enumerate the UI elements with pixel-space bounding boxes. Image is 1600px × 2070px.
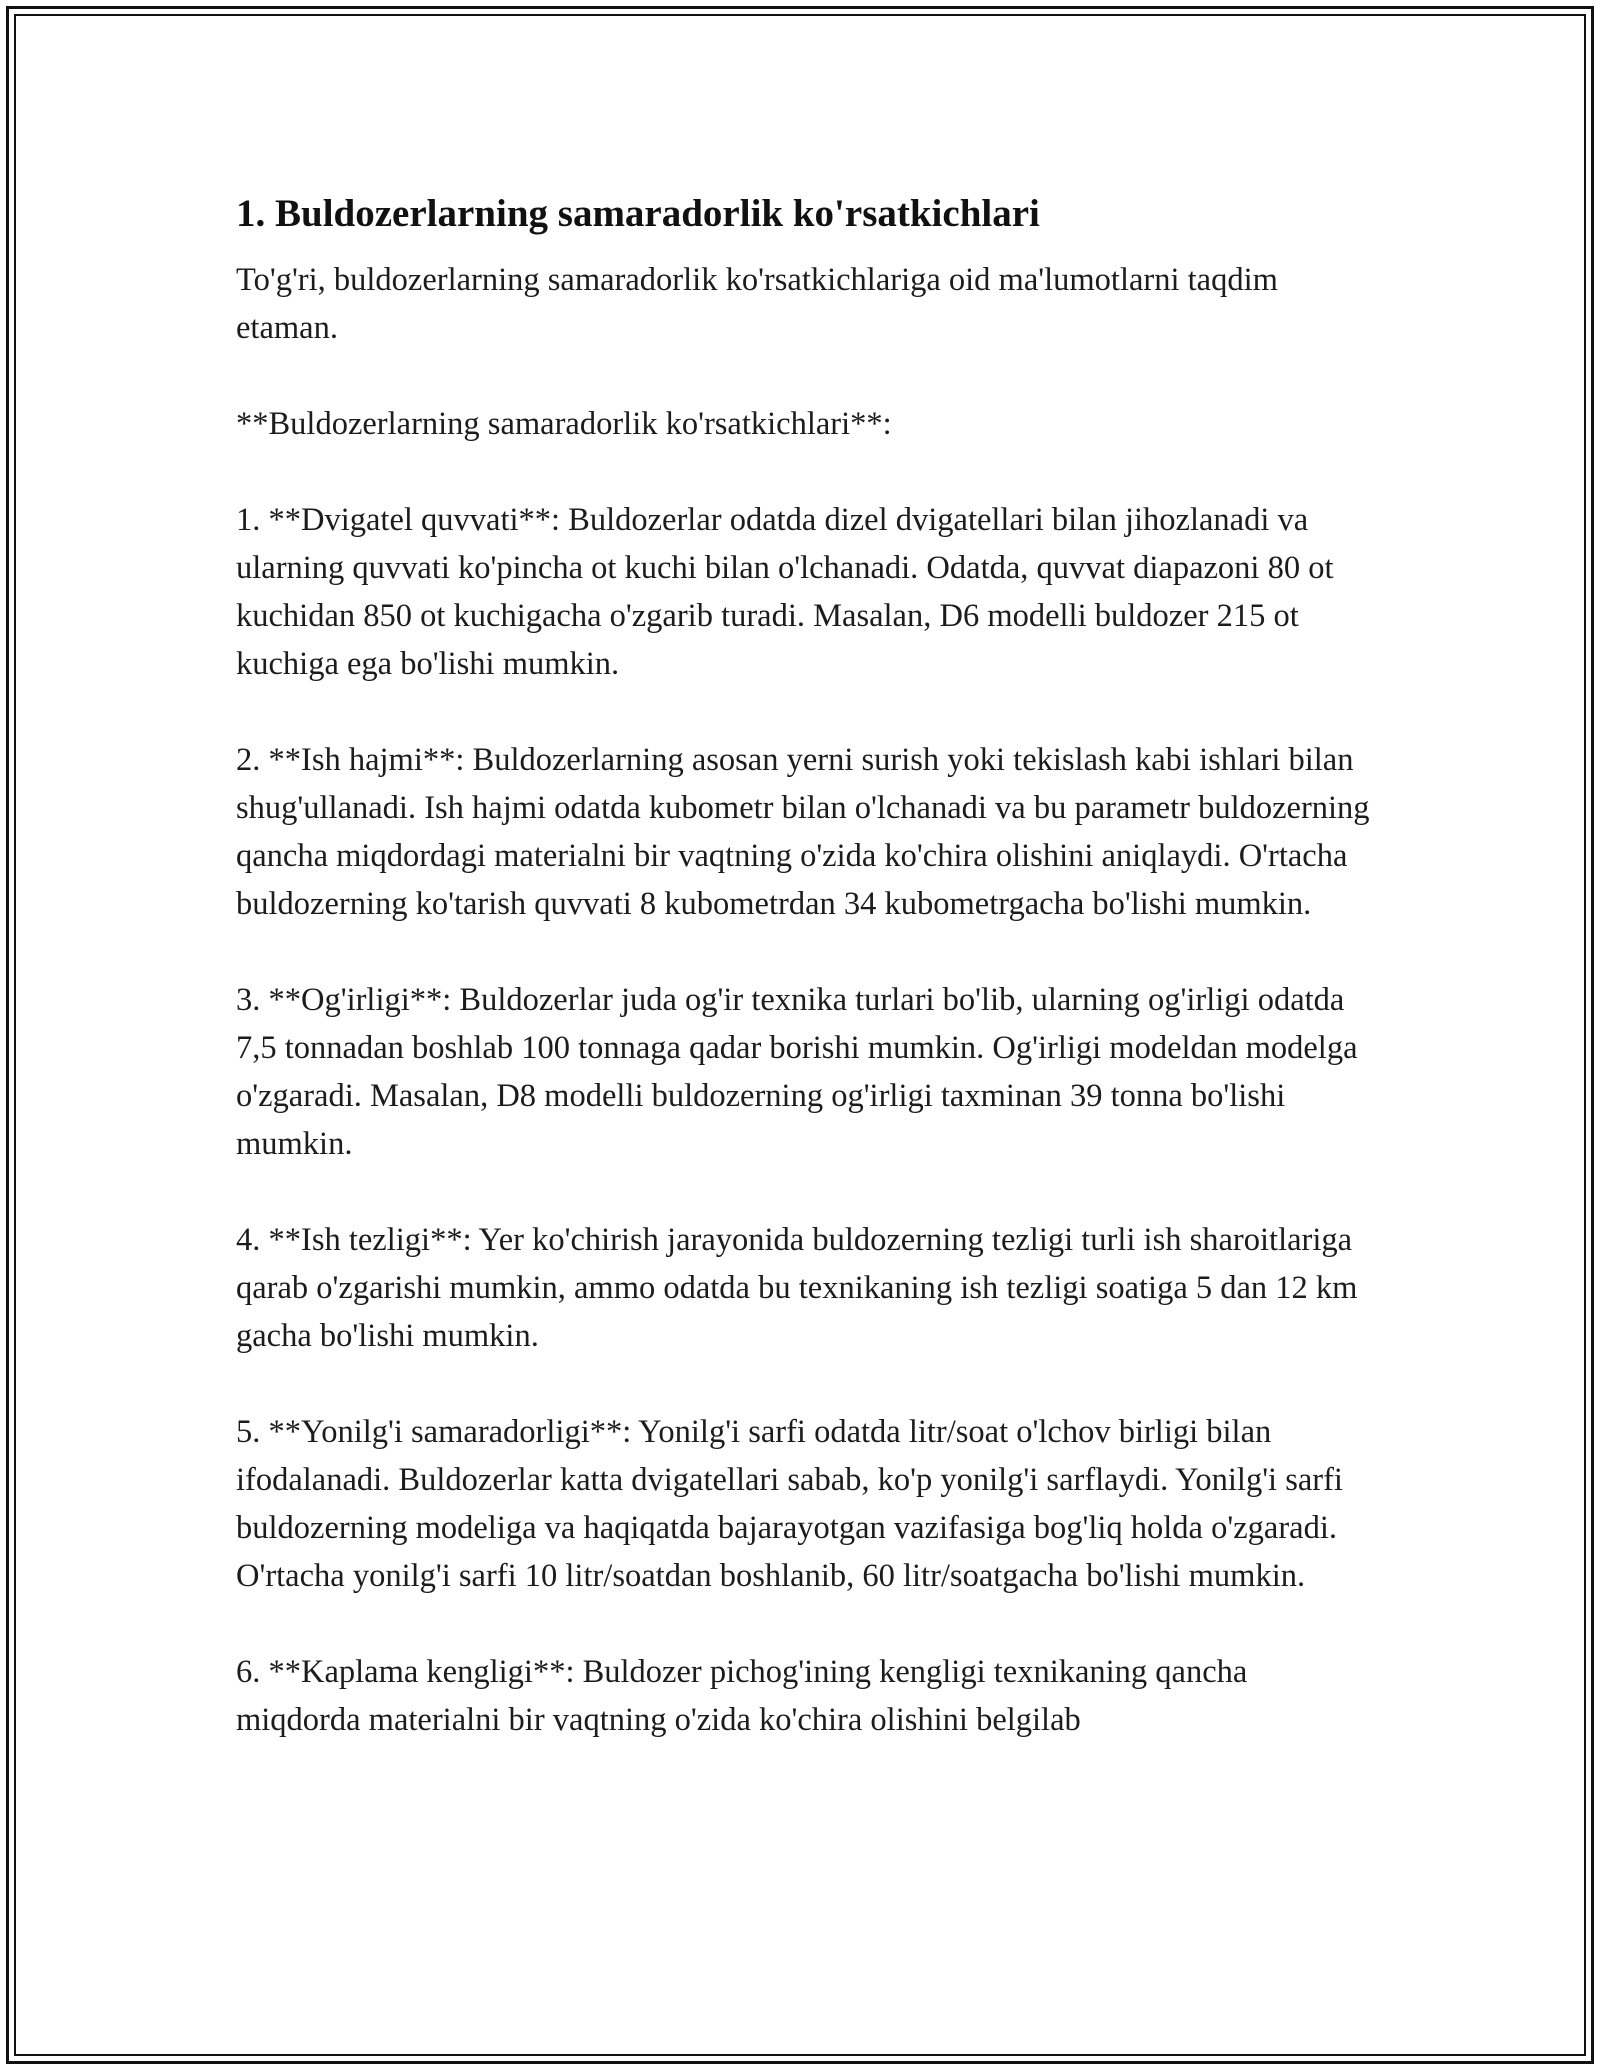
- list-item-work-volume: 2. **Ish hajmi**: Buldozerlarning asosan yerni surish yoki tekislash kabi ishlari bilan shug'ullanadi. Ish hajmi odatda kubometr bilan o'lchanadi va bu parametr buldozerning qancha miqdordagi materialni bir vaqtning o'zida ko'chira olishini aniqlaydi. O'rtacha buldozerning ko'tarish quvvati 8 kubometrdan 34 kubometrgacha bo'lishi mumkin.: [236, 742, 1370, 922]
- list-item-engine-power: 1. **Dvigatel quvvati**: Buldozerlar odatda dizel dvigatellari bilan jihozlanadi va ularning quvvati ko'pincha ot kuchi bilan o'lchanadi. Odatda, quvvat diapazoni 80 ot kuchidan 850 ot kuchigacha o'zgarib turadi. Masalan, D6 modelli buldozer 215 ot kuchiga ega bo'lishi mumkin.: [236, 502, 1334, 682]
- document-body: [236, 186, 1376, 1744]
- list-item-work-speed: 4. **Ish tezligi**: Yer ko'chirish jarayonida buldozerning tezligi turli ish sharoitlariga qarab o'zgarishi mumkin, ammo odatda bu texnikaning ish tezligi soatiga 5 dan 12 km gacha bo'lishi mumkin.: [236, 1222, 1358, 1354]
- list-item-weight: 3. **Og'irligi**: Buldozerlar juda og'ir texnika turlari bo'lib, ularning og'irligi odatda 7,5 tonnadan boshlab 100 tonnaga qadar borishi mumkin. Og'irligi modeldan modelga o'zgaradi. Masalan, D8 modelli buldozerning og'irligi taxminan 39 tonna bo'lishi mumkin.: [236, 982, 1358, 1162]
- list-item-blade-width: 6. **Kaplama kengligi**: Buldozer pichog'ining kengligi texnikaning qancha miqdorda materialni bir vaqtning o'zida ko'chira olishini belgilab: [236, 1654, 1248, 1738]
- list-item-fuel-efficiency: 5. **Yonilg'i samaradorligi**: Yonilg'i sarfi odatda litr/soat o'lchov birligi bilan ifodalanadi. Buldozerlar katta dvigatellari sabab, ko'p yonilg'i sarflaydi. Yonilg'i sarfi buldozerning modeliga va haqiqatda bajarayotgan vazifasiga bog'liq holda o'zgaradi. O'rtacha yonilg'i sarfi 10 litr/soatdan boshlanib, 60 litr/soatgacha bo'lishi mumkin.: [236, 1414, 1343, 1594]
- section-heading-paragraph: **Buldozerlarning samaradorlik ko'rsatkichlari**:: [236, 406, 892, 442]
- page-title: 1. Buldozerlarning samaradorlik ko'rsatkichlari: [236, 192, 1040, 235]
- intro-paragraph: To'g'ri, buldozerlarning samaradorlik ko'rsatkichlariga oid ma'lumotlarni taqdim etaman.: [236, 262, 1278, 346]
